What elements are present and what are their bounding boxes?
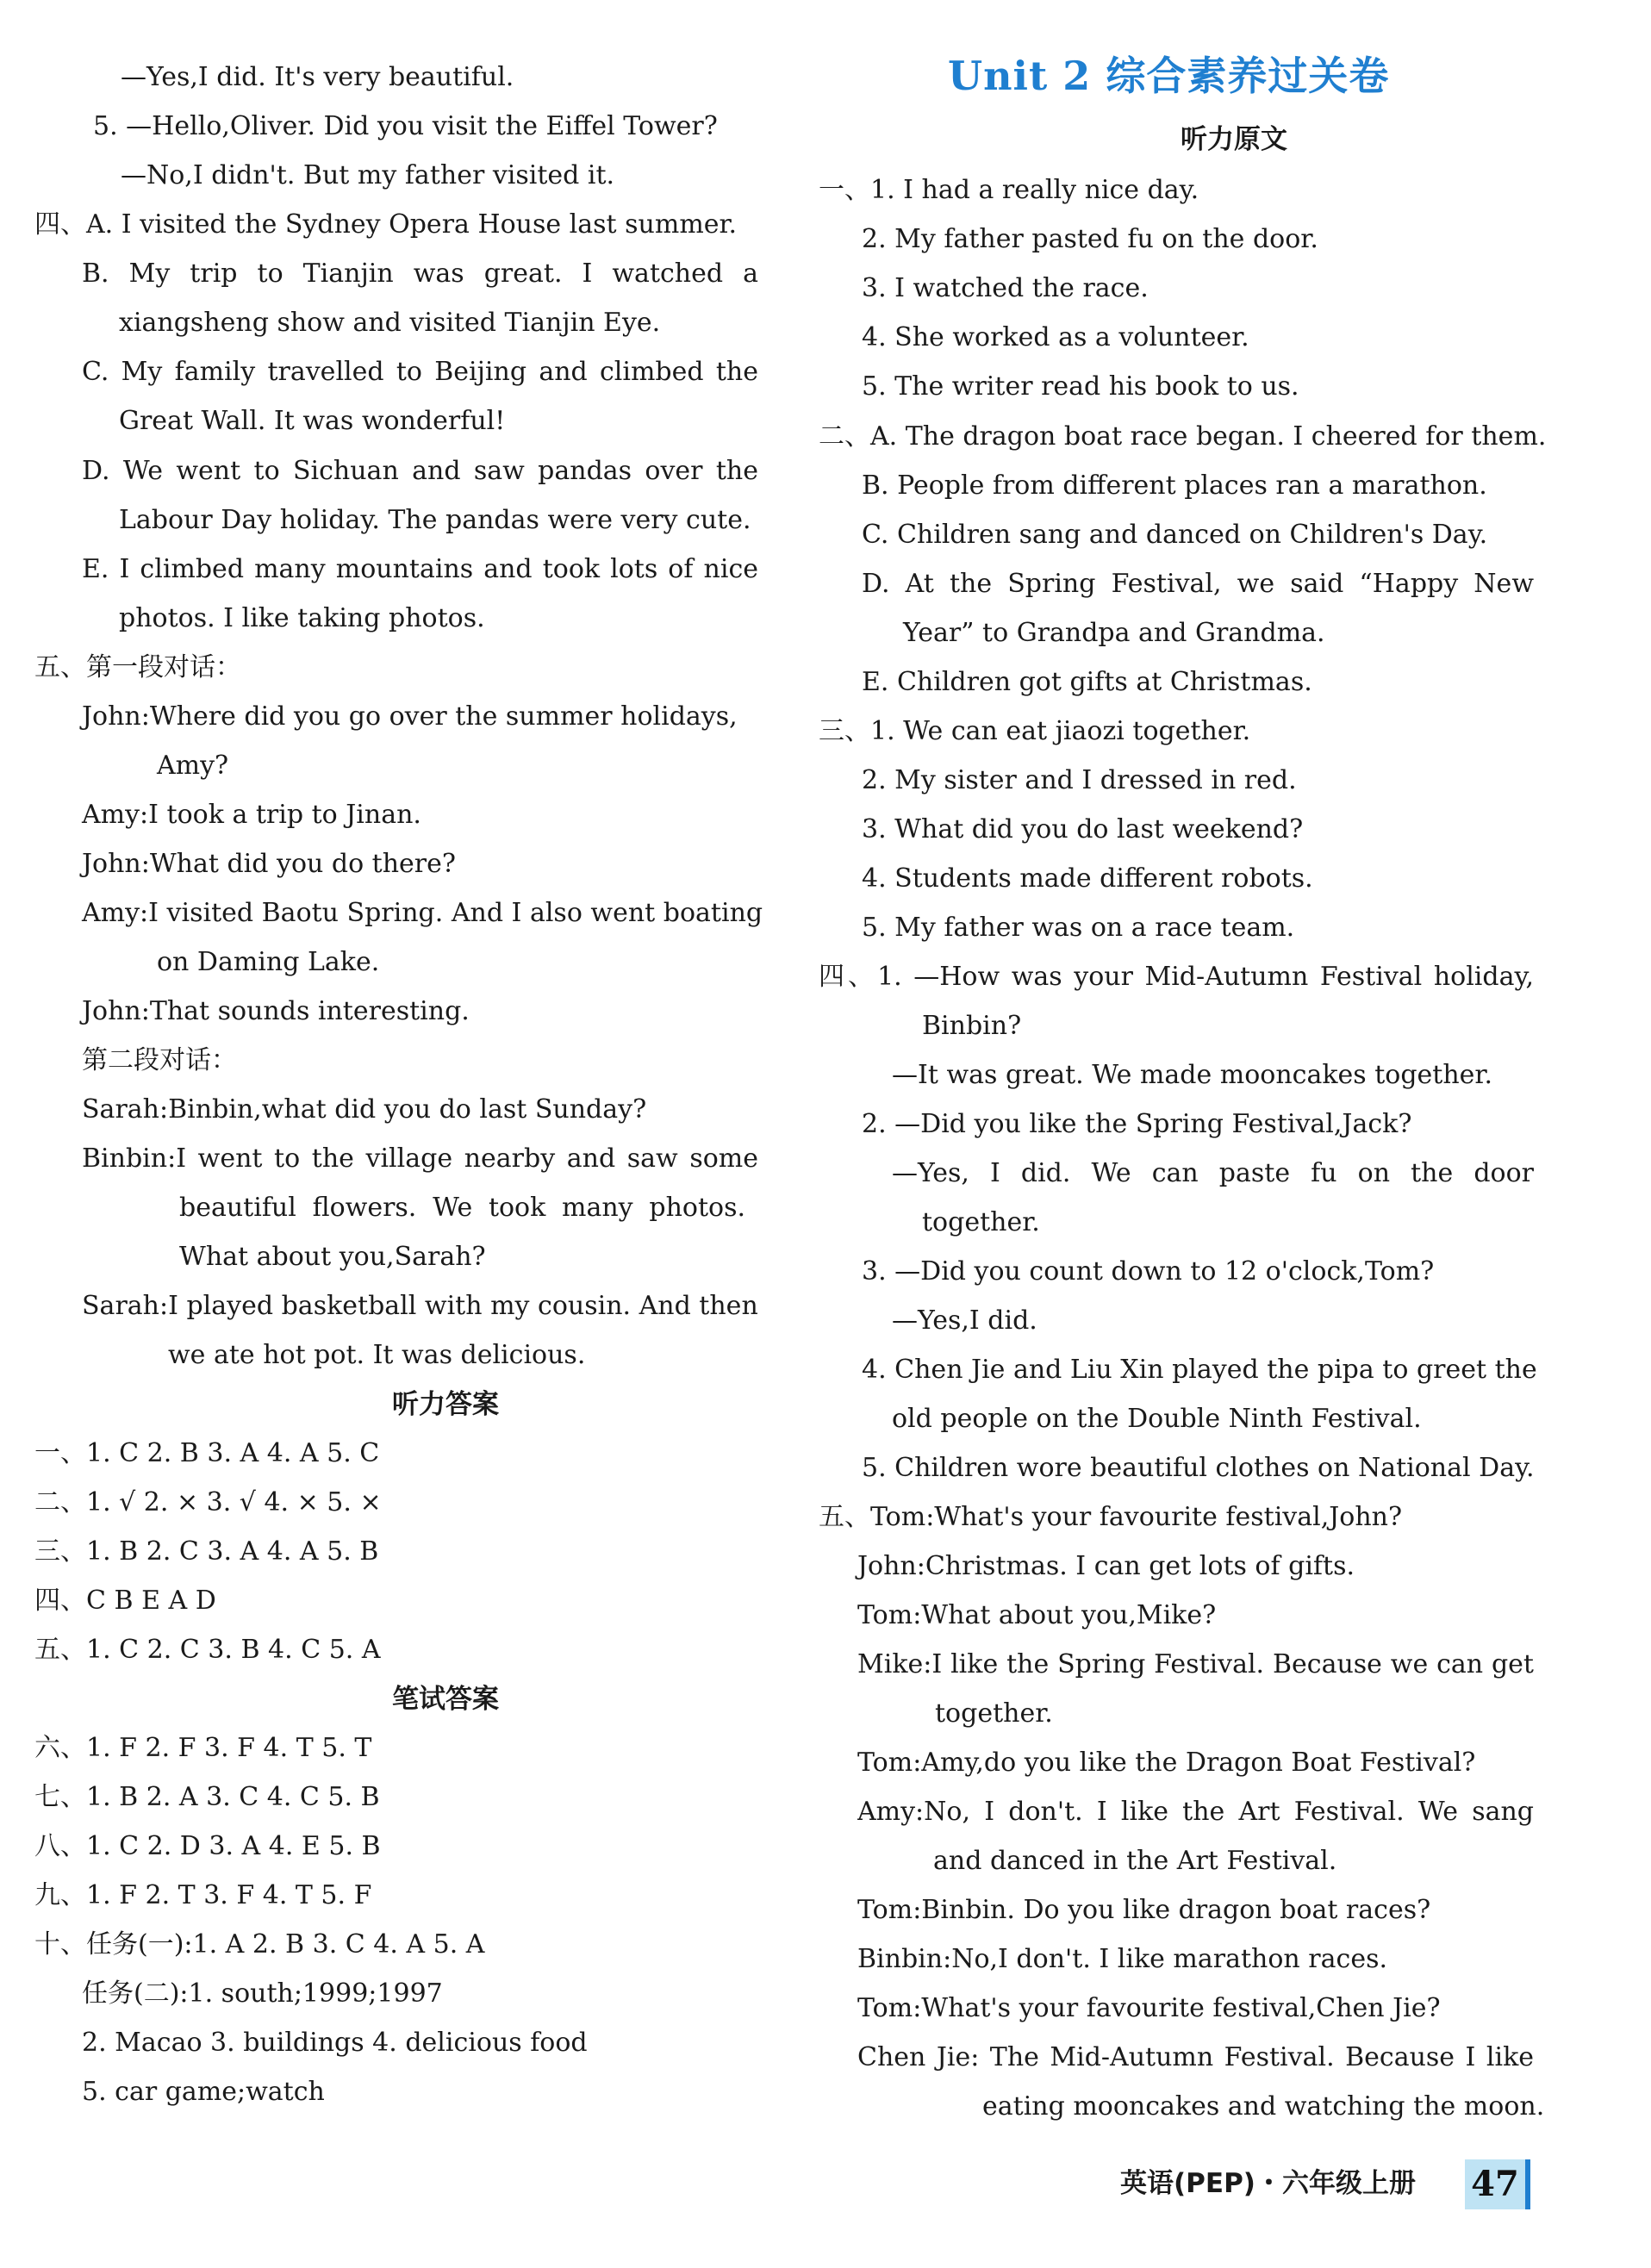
- page-number: 47: [1465, 2159, 1530, 2209]
- text-line: B. People from different places ran a marathon.: [862, 470, 1487, 501]
- text-line: 5. —Hello,Oliver. Did you visit the Eiffel Tower?: [93, 111, 718, 141]
- text-line: Labour Day holiday. The pandas were very cute.: [119, 505, 751, 535]
- text-line: John:What did you do there?: [82, 849, 456, 879]
- text-line: 五、第一段对话：: [34, 652, 241, 682]
- text-line: 一、1. C 2. B 3. A 4. A 5. C: [34, 1438, 380, 1468]
- text-line: Binbin:I went to the village nearby and saw some: [82, 1143, 758, 1174]
- text-line: Amy:No, I don't. I like the Art Festival. We sang: [857, 1797, 1534, 1827]
- text-line: Sarah:Binbin,what did you do last Sunday?: [82, 1094, 647, 1125]
- text-line: —Yes, I did. We can paste fu on the door: [892, 1158, 1534, 1188]
- footer-label: 英语(PEP)・六年级上册: [1120, 2168, 1416, 2199]
- text-line: beautiful flowers. We took many photos.: [179, 1193, 745, 1223]
- text-line: 5. The writer read his book to us.: [862, 371, 1299, 402]
- text-line: 3. I watched the race.: [862, 273, 1149, 303]
- text-line: B. My trip to Tianjin was great. I watched a: [82, 259, 758, 289]
- unit-title: Unit 2 综合素养过关卷: [948, 53, 1390, 99]
- text-line: and danced in the Art Festival.: [933, 1846, 1337, 1876]
- text-line: John:That sounds interesting.: [82, 996, 470, 1026]
- text-line: 七、1. B 2. A 3. C 4. C 5. B: [34, 1782, 380, 1812]
- text-line: —Yes,I did. It's very beautiful.: [121, 62, 514, 92]
- text-line: 5. car game;watch: [82, 2077, 325, 2107]
- text-line: Amy:I visited Baotu Spring. And I also went boating: [82, 898, 763, 928]
- text-line: 5. Children wore beautiful clothes on National Day.: [862, 1453, 1535, 1483]
- text-line: 四、1. —How was your Mid-Autumn Festival holiday,: [819, 962, 1534, 992]
- text-line: —It was great. We made mooncakes together.: [892, 1060, 1492, 1090]
- text-line: 2. —Did you like the Spring Festival,Jack?: [862, 1109, 1412, 1139]
- text-line: Amy:I took a trip to Jinan.: [82, 800, 421, 830]
- text-line: 六、1. F 2. F 3. F 4. T 5. T: [34, 1733, 372, 1763]
- text-line: 3. —Did you count down to 12 o'clock,Tom?: [862, 1256, 1435, 1287]
- section-heading: 听力答案: [392, 1389, 499, 1420]
- text-line: 十、任务(一):1. A 2. B 3. C 4. A 5. A: [34, 1929, 485, 1960]
- text-line: E. I climbed many mountains and took lots of nice: [82, 554, 758, 584]
- text-line: photos. I like taking photos.: [119, 603, 485, 633]
- text-line: on Daming Lake.: [157, 947, 380, 977]
- text-line: Amy?: [157, 751, 229, 781]
- text-line: 四、A. I visited the Sydney Opera House last summer.: [34, 209, 738, 240]
- text-line: 三、1. We can eat jiaozi together.: [819, 716, 1251, 746]
- text-line: 2. Macao 3. buildings 4. delicious food: [82, 2028, 588, 2058]
- text-line: eating mooncakes and watching the moon.: [982, 2091, 1545, 2122]
- text-line: 4. Chen Jie and Liu Xin played the pipa to greet the: [862, 1355, 1537, 1385]
- text-line: Tom:Binbin. Do you like dragon boat races?: [857, 1895, 1431, 1925]
- text-line: Tom:What's your favourite festival,Chen Jie?: [857, 1993, 1441, 2023]
- text-line: 九、1. F 2. T 3. F 4. T 5. F: [34, 1880, 372, 1910]
- text-line: 三、1. B 2. C 3. A 4. A 5. B: [34, 1536, 379, 1567]
- text-line: What about you,Sarah?: [179, 1242, 486, 1272]
- section-heading: 听力原文: [1181, 124, 1287, 155]
- text-line: 第二段对话：: [82, 1045, 237, 1075]
- text-line: C. Children sang and danced on Children's Day.: [862, 520, 1488, 550]
- text-line: —Yes,I did.: [892, 1305, 1037, 1336]
- text-line: Great Wall. It was wonderful!: [119, 406, 506, 436]
- text-line: 二、A. The dragon boat race began. I cheered for them.: [819, 421, 1547, 452]
- text-line: E. Children got gifts at Christmas.: [862, 667, 1312, 697]
- text-line: —No,I didn't. But my father visited it.: [121, 160, 615, 190]
- text-line: John:Christmas. I can get lots of gifts.: [857, 1551, 1355, 1581]
- text-line: Year” to Grandpa and Grandma.: [903, 618, 1325, 648]
- text-line: 5. My father was on a race team.: [862, 913, 1295, 943]
- text-line: Tom:Amy,do you like the Dragon Boat Festival?: [857, 1748, 1476, 1778]
- text-line: 一、1. I had a really nice day.: [819, 175, 1199, 205]
- text-line: C. My family travelled to Beijing and climbed the: [82, 357, 758, 387]
- text-line: 八、1. C 2. D 3. A 4. E 5. B: [34, 1831, 381, 1861]
- text-line: 五、Tom:What's your favourite festival,John?: [819, 1502, 1403, 1532]
- text-line: 五、1. C 2. C 3. B 4. C 5. A: [34, 1635, 381, 1665]
- text-line: Binbin?: [922, 1011, 1022, 1041]
- text-line: 任务(二):1. south;1999;1997: [82, 1978, 443, 2009]
- text-line: together.: [922, 1207, 1040, 1237]
- section-heading: 笔试答案: [392, 1684, 499, 1715]
- text-line: xiangsheng show and visited Tianjin Eye.: [119, 308, 661, 338]
- text-line: 4. She worked as a volunteer.: [862, 322, 1249, 352]
- text-line: 四、C B E A D: [34, 1586, 216, 1616]
- text-line: old people on the Double Ninth Festival.: [892, 1404, 1422, 1434]
- text-line: 2. My father pasted fu on the door.: [862, 224, 1318, 254]
- text-line: 2. My sister and I dressed in red.: [862, 765, 1297, 795]
- text-line: Chen Jie: The Mid-Autumn Festival. Because I like: [857, 2042, 1534, 2072]
- text-line: together.: [935, 1698, 1053, 1729]
- text-line: Sarah:I played basketball with my cousin. And then: [82, 1291, 758, 1321]
- text-line: John:Where did you go over the summer holidays,: [82, 701, 738, 732]
- text-line: 4. Students made different robots.: [862, 863, 1313, 894]
- text-line: Binbin:No,I don't. I like marathon races.: [857, 1944, 1387, 1974]
- text-line: Tom:What about you,Mike?: [857, 1600, 1217, 1630]
- text-line: 3. What did you do last weekend?: [862, 814, 1304, 844]
- text-line: D. At the Spring Festival, we said “Happy New: [862, 569, 1534, 599]
- text-line: Mike:I like the Spring Festival. Because we can get: [857, 1649, 1534, 1679]
- text-line: we ate hot pot. It was delicious.: [168, 1340, 586, 1370]
- text-line: 二、1. √ 2. × 3. √ 4. × 5. ×: [34, 1487, 382, 1517]
- text-line: D. We went to Sichuan and saw pandas over the: [82, 456, 758, 486]
